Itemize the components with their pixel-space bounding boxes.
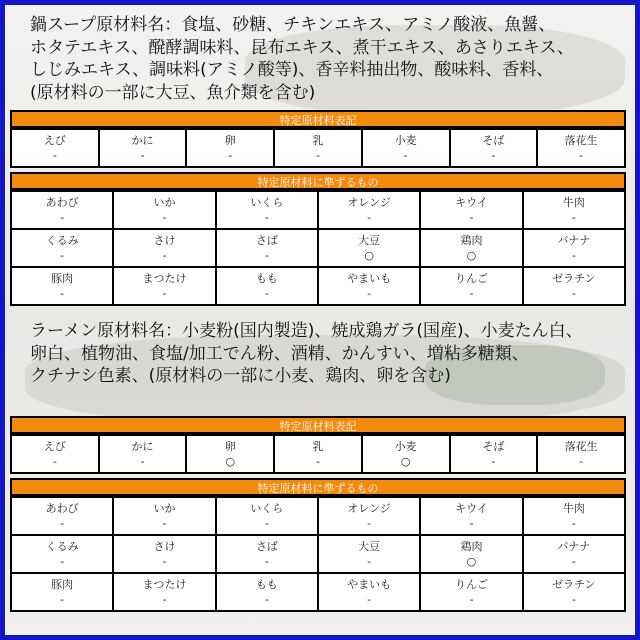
allergen-name: 小麦 xyxy=(394,134,417,147)
table-row xyxy=(11,129,625,167)
ingredient-line: ラーメン原材料名：小麦粉(国内製造)、焼成鶏ガラ(国産)、小麦たん白、 xyxy=(30,321,583,341)
allergen-name: くるみ xyxy=(45,540,79,553)
allergen-cell xyxy=(11,535,113,573)
allergen-name: やまいも xyxy=(347,578,392,591)
allergen-mark: - xyxy=(579,149,584,162)
allergen-cell xyxy=(420,267,522,305)
allergen-cell xyxy=(318,535,420,573)
allergen-name: まつたけ xyxy=(142,578,187,591)
allergen-mark: - xyxy=(228,149,233,162)
allergen-mark: - xyxy=(162,517,167,530)
allergen-cell xyxy=(318,229,420,267)
allergen-name: まつたけ xyxy=(142,272,187,285)
ingredient-line: 卵白、植物油、食塩/加工でん粉、酒精、かんすい、増粘多糖類、 xyxy=(30,343,529,364)
allergen-mark: - xyxy=(469,593,474,606)
allergen-cell xyxy=(420,573,522,611)
allergen-mark: - xyxy=(60,555,65,568)
equivalent-allergen-header: 特定原材料に準ずるもの xyxy=(10,478,626,496)
allergen-name: 落花生 xyxy=(564,134,598,147)
allergen-mark: - xyxy=(315,455,320,468)
allergen-mark: - xyxy=(367,555,372,568)
allergen-name: 大豆 xyxy=(358,234,381,247)
allergen-mark: - xyxy=(571,555,576,568)
label-content xyxy=(6,6,630,612)
allergen-mark: - xyxy=(52,455,57,468)
allergen-mark: - xyxy=(264,287,269,300)
allergen-name: 牛肉 xyxy=(562,502,585,515)
allergen-name: もも xyxy=(255,272,278,285)
allergen-name: 鶏肉 xyxy=(460,540,483,553)
allergen-name: バナナ xyxy=(557,234,591,247)
allergen-mark: - xyxy=(469,211,474,224)
allergen-mark: - xyxy=(469,517,474,530)
allergen-cell xyxy=(523,497,625,535)
allergen-mark: - xyxy=(264,593,269,606)
allergen-name: えび xyxy=(43,134,66,147)
ingredient-line: クチナシ色素、(原材料の一部に小麦、鶏肉、卵を含む) xyxy=(30,366,451,386)
allergen-mark: - xyxy=(60,249,65,262)
allergen-cell xyxy=(537,435,625,473)
allergen-name: 落花生 xyxy=(564,440,598,453)
equivalent-allergen-header: 特定原材料に準ずるもの xyxy=(10,172,626,190)
allergen-cell xyxy=(11,191,113,229)
equivalent-allergen-table xyxy=(10,496,626,612)
table-row xyxy=(11,497,625,535)
allergen-mark: - xyxy=(367,287,372,300)
ingredient-line: しじみエキス、調味料(アミノ酸等)、香辛料抽出物、酸味料、香料、 xyxy=(30,60,554,80)
allergen-name: くるみ xyxy=(45,234,79,247)
allergen-cell xyxy=(450,435,538,473)
allergen-cell xyxy=(420,497,522,535)
allergen-cell xyxy=(11,497,113,535)
allergen-mark: ○ xyxy=(364,249,374,262)
allergen-mark: - xyxy=(367,593,372,606)
allergen-mark: ○ xyxy=(400,455,411,468)
specific-allergen-header: 特定原材料表記 xyxy=(10,110,626,128)
allergen-mark: - xyxy=(264,249,269,262)
allergen-name: いくら xyxy=(250,502,284,515)
allergen-cell xyxy=(420,535,522,573)
allergen-name: オレンジ xyxy=(347,196,391,209)
allergen-cell xyxy=(216,229,318,267)
allergen-mark: - xyxy=(52,149,57,162)
allergen-cell xyxy=(362,435,450,473)
allergen-name: りんご xyxy=(454,578,488,591)
allergen-mark: - xyxy=(491,149,496,162)
allergen-cell xyxy=(537,129,625,167)
allergen-cell xyxy=(113,267,215,305)
allergen-name: ゼラチン xyxy=(552,578,596,591)
specific-allergen-table xyxy=(10,128,626,168)
allergen-mark: - xyxy=(571,211,576,224)
allergen-mark: - xyxy=(60,517,65,530)
allergen-cell xyxy=(113,229,215,267)
specific-allergen-header: 特定原材料表記 xyxy=(10,416,626,434)
allergen-mark: - xyxy=(264,555,269,568)
allergen-mark: - xyxy=(60,593,65,606)
allergen-name: キウイ xyxy=(455,502,488,515)
allergen-cell xyxy=(216,535,318,573)
ramen-ingredients xyxy=(6,306,630,416)
allergen-mark: - xyxy=(162,593,167,606)
allergen-cell xyxy=(113,497,215,535)
table-row xyxy=(11,191,625,229)
allergen-cell xyxy=(11,229,113,267)
allergen-name: もも xyxy=(255,578,278,591)
allergen-mark: - xyxy=(491,455,496,468)
allergen-cell xyxy=(523,267,625,305)
allergen-cell xyxy=(420,229,522,267)
allergen-name: 豚肉 xyxy=(51,578,74,591)
ingredient-line: ホタテエキス、醗酵調味料、昆布エキス、煮干エキス、あさりエキス、 xyxy=(30,37,574,58)
allergen-cell xyxy=(186,129,274,167)
allergen-cell xyxy=(318,267,420,305)
allergen-mark: ○ xyxy=(466,555,477,568)
allergen-cell xyxy=(523,229,625,267)
allergen-mark: - xyxy=(367,517,372,530)
allergen-mark: - xyxy=(162,287,167,300)
allergen-mark: - xyxy=(162,211,167,224)
allergen-cell xyxy=(113,573,215,611)
allergen-mark: - xyxy=(140,455,145,468)
table-row xyxy=(11,573,625,611)
allergen-name: バナナ xyxy=(557,540,591,553)
allergen-mark: - xyxy=(60,211,65,224)
allergen-cell xyxy=(99,129,187,167)
allergen-name: 乳 xyxy=(312,134,324,147)
allergen-name: 大豆 xyxy=(358,540,381,553)
allergen-mark: ○ xyxy=(225,455,236,468)
table-row xyxy=(11,435,625,473)
allergen-mark: - xyxy=(571,287,576,300)
equivalent-allergen-table xyxy=(10,190,626,306)
allergen-mark: - xyxy=(264,517,269,530)
allergen-mark: - xyxy=(571,517,576,530)
allergen-name: りんご xyxy=(454,272,488,285)
allergen-name: 卵 xyxy=(224,440,236,453)
ingredient-line: 鍋スープ原材料名：食塩、砂糖、チキンエキス、アミノ酸液、魚醤、 xyxy=(30,15,556,35)
allergen-mark: - xyxy=(264,211,269,224)
allergen-name: そば xyxy=(482,440,505,453)
allergen-name: かに xyxy=(131,134,154,147)
allergen-mark: - xyxy=(579,455,584,468)
allergen-cell xyxy=(11,573,113,611)
allergen-mark: - xyxy=(571,593,576,606)
allergen-name: いか xyxy=(153,196,176,209)
allergen-name: 牛肉 xyxy=(562,196,585,209)
table-row xyxy=(11,229,625,267)
allergen-cell xyxy=(318,191,420,229)
allergen-cell xyxy=(318,573,420,611)
allergen-name: かに xyxy=(131,440,154,453)
allergen-mark: - xyxy=(403,149,408,162)
allergen-name: 乳 xyxy=(312,440,324,453)
allergen-cell xyxy=(186,435,274,473)
allergen-cell xyxy=(318,497,420,535)
ramen-section xyxy=(6,306,630,612)
allergen-cell xyxy=(11,129,99,167)
allergen-cell xyxy=(362,129,450,167)
allergen-name: いか xyxy=(153,502,176,515)
allergen-cell xyxy=(113,191,215,229)
allergen-mark: - xyxy=(367,211,372,224)
allergen-name: 卵 xyxy=(224,134,236,147)
soup-section xyxy=(6,6,630,306)
allergen-name: あわび xyxy=(45,196,79,209)
allergen-cell xyxy=(523,535,625,573)
allergen-mark: - xyxy=(469,287,474,300)
allergen-name: さけ xyxy=(153,540,176,553)
allergen-name: いくら xyxy=(250,196,284,209)
allergen-cell xyxy=(216,267,318,305)
allergen-cell xyxy=(274,129,362,167)
table-row xyxy=(11,267,625,305)
allergen-name: あわび xyxy=(45,502,79,515)
allergen-name: さば xyxy=(255,234,278,247)
specific-allergen-table xyxy=(10,434,626,474)
allergen-mark: - xyxy=(60,287,65,300)
allergen-cell xyxy=(99,435,187,473)
soup-ingredients xyxy=(6,6,630,110)
ingredient-line: (原材料の一部に大豆、魚介類を含む) xyxy=(30,82,316,103)
allergen-cell xyxy=(216,573,318,611)
allergen-name: そば xyxy=(482,134,505,147)
allergen-name: 鶏肉 xyxy=(460,234,483,247)
allergen-mark: - xyxy=(140,149,145,162)
allergen-cell xyxy=(216,191,318,229)
allergen-mark: - xyxy=(571,249,576,262)
allergen-cell xyxy=(523,573,625,611)
allergen-name: 豚肉 xyxy=(51,272,74,285)
allergen-name: さば xyxy=(255,540,278,553)
allergen-name: キウイ xyxy=(455,196,488,209)
allergen-cell xyxy=(11,267,113,305)
allergen-mark: - xyxy=(315,149,320,162)
allergen-mark: ○ xyxy=(466,249,477,262)
allergen-name: えび xyxy=(43,440,66,453)
allergen-cell xyxy=(420,191,522,229)
allergen-cell xyxy=(274,435,362,473)
allergen-cell xyxy=(113,535,215,573)
allergen-mark: - xyxy=(162,555,167,568)
allergen-cell xyxy=(11,435,99,473)
allergen-name: さけ xyxy=(153,234,176,247)
allergen-cell xyxy=(523,191,625,229)
allergen-name: ゼラチン xyxy=(552,272,596,285)
table-row xyxy=(11,535,625,573)
allergen-cell xyxy=(450,129,538,167)
allergen-name: オレンジ xyxy=(347,502,391,515)
allergen-name: やまいも xyxy=(347,272,392,285)
allergen-name: 小麦 xyxy=(394,440,417,453)
allergen-mark: - xyxy=(162,249,167,262)
allergen-cell xyxy=(216,497,318,535)
